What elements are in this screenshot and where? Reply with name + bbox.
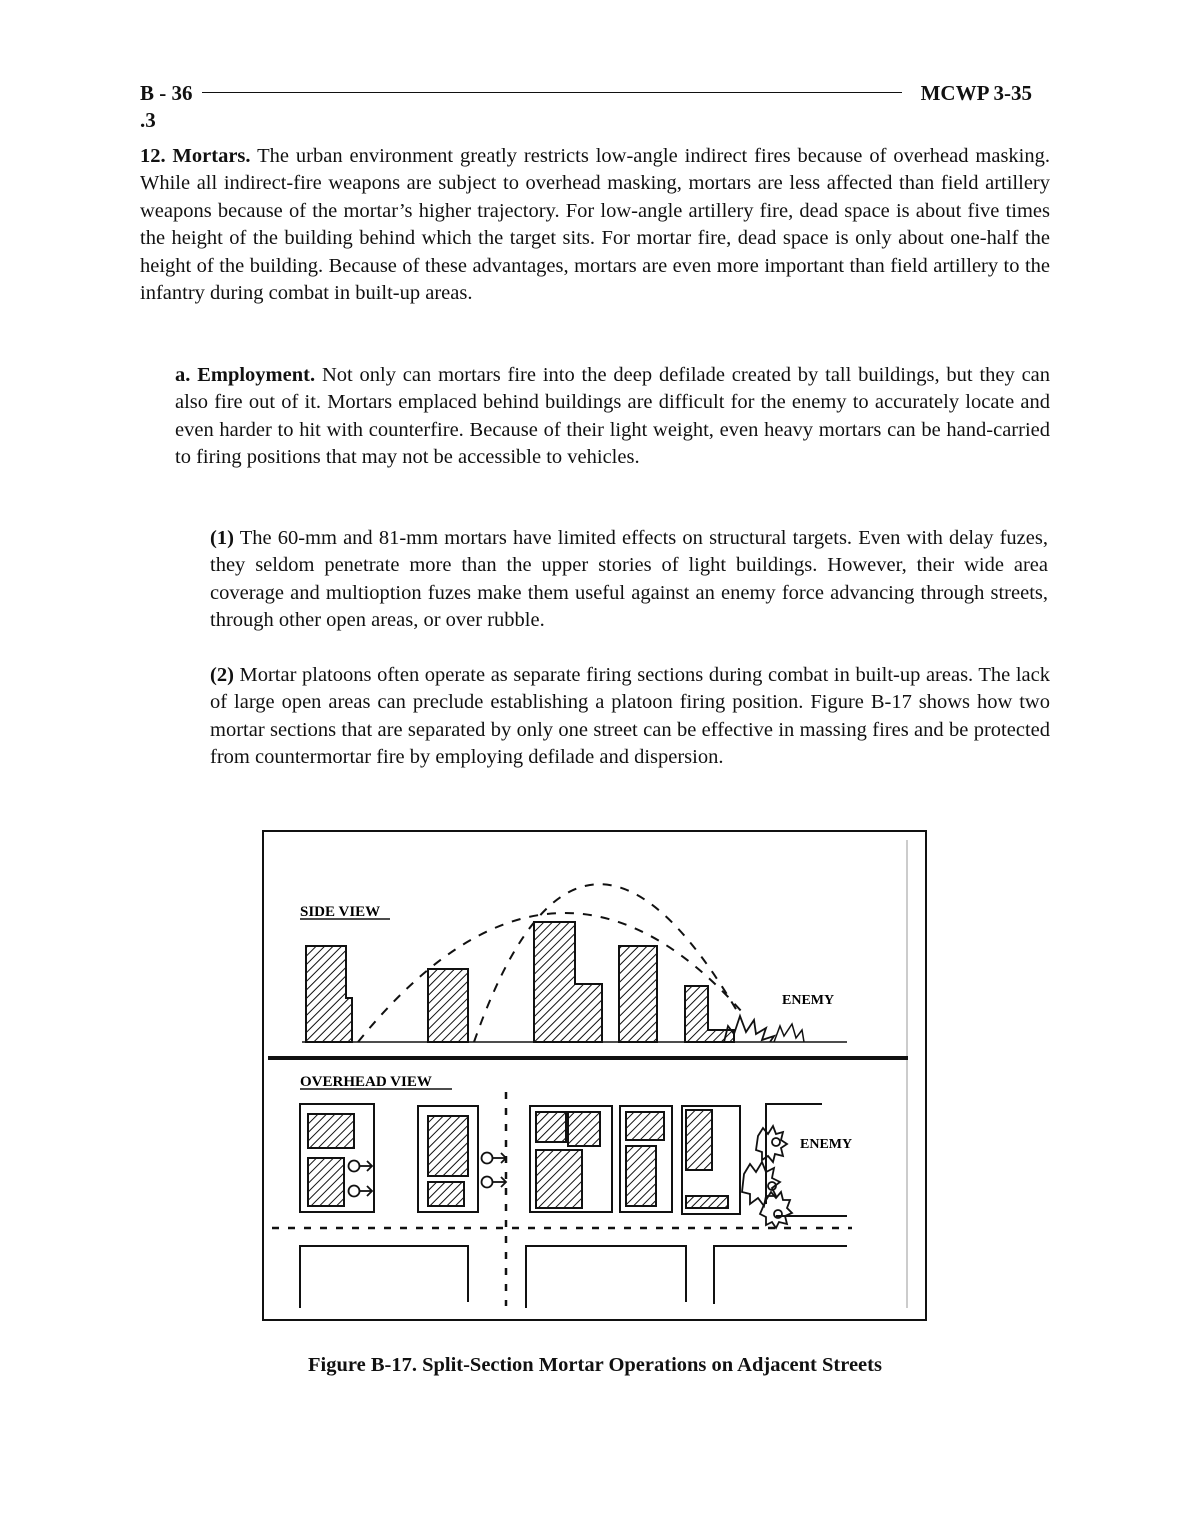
item-2-paragraph xyxy=(210,662,1050,772)
figure-b17 xyxy=(262,830,928,1322)
item-2-text: Mortar platoons often operate as separate firing sections during combat in built-up areas. The lack of large open areas can preclude establishing a platoon firing position. Figure B-17 shows how two mortar sections that are separated by only one street can be effective in massing fires and be protected from countermortar fire by employing defilade and dispersion. xyxy=(210,664,1051,769)
block-3-building-a xyxy=(536,1112,566,1142)
side-view-label: SIDE VIEW xyxy=(300,904,381,920)
section-12-heading: 12. Mortars. xyxy=(140,145,251,167)
block-2-building-a xyxy=(428,1116,468,1176)
block-3-building-b xyxy=(568,1112,600,1146)
page-number: B - 36 xyxy=(140,81,193,105)
employment-heading: a. Employment. xyxy=(175,364,316,386)
block-5-building-b xyxy=(686,1196,728,1208)
header-rule xyxy=(202,92,902,93)
publication-id: MCWP 3-35 xyxy=(920,81,1032,105)
enemy-label-side: ENEMY xyxy=(782,993,835,1008)
employment-text: Not only can mortars fire into the deep defilade created by tall buildings, but they can also fire out of it. Mortars emplaced behind buildings are difficult for the enemy to accurately locate and even harder to hit with counterfire. Because of their light weight, even heavy mortars can be hand-carried to firing positions that may not be accessible to vehicles. xyxy=(175,364,1051,469)
overhead-view-label: OVERHEAD VIEW xyxy=(300,1074,432,1090)
building-side-4 xyxy=(619,946,657,1042)
block-2-building-b xyxy=(428,1182,464,1206)
section-12-paragraph xyxy=(140,143,1050,307)
building-side-2 xyxy=(428,969,468,1042)
enemy-label-overhead: ENEMY xyxy=(800,1137,853,1152)
page-header xyxy=(140,80,1032,106)
section-12-text: The urban environment greatly restricts low-angle indirect fires because of overhead masking. While all indirect-fire weapons are subject to overhead masking, mortars are less affected than field artillery weapons because of the mortar’s higher trajectory. For low-angle artillery fire, dead space is about five times the height of the building behind which the target sits. For mortar fire, dead space is only about one-half the height of the building. Because of these advantages, mortars are even more important than field artillery to the infantry during combat in built-up areas. xyxy=(140,145,1050,305)
item-1-paragraph xyxy=(210,525,1048,635)
item-1-text: The 60-mm and 81-mm mortars have limited effects on structural targets. Even with delay fuzes, they seldom penetrate more than the upper stories of light buildings. However, their wide area coverage and multioption fuzes make them useful against an enemy force advancing through streets, through other open areas, or over rubble. xyxy=(210,527,1048,632)
block-1-building-a xyxy=(308,1114,354,1148)
item-2-number: (2) xyxy=(210,664,234,686)
item-1-number: (1) xyxy=(210,527,234,549)
block-4-building-a xyxy=(626,1112,664,1140)
building-side-1 xyxy=(306,946,352,1042)
block-4-building-b xyxy=(626,1146,656,1206)
publication-id-suffix: .3 xyxy=(140,108,156,132)
block-3-building-c xyxy=(536,1150,582,1208)
figure-caption: Figure B-17. Split-Section Mortar Operations on Adjacent Streets xyxy=(308,1354,882,1376)
block-5-building-a xyxy=(686,1110,712,1170)
block-1-building-b xyxy=(308,1158,344,1206)
figure-diagram xyxy=(262,830,928,1322)
employment-paragraph xyxy=(175,362,1050,472)
